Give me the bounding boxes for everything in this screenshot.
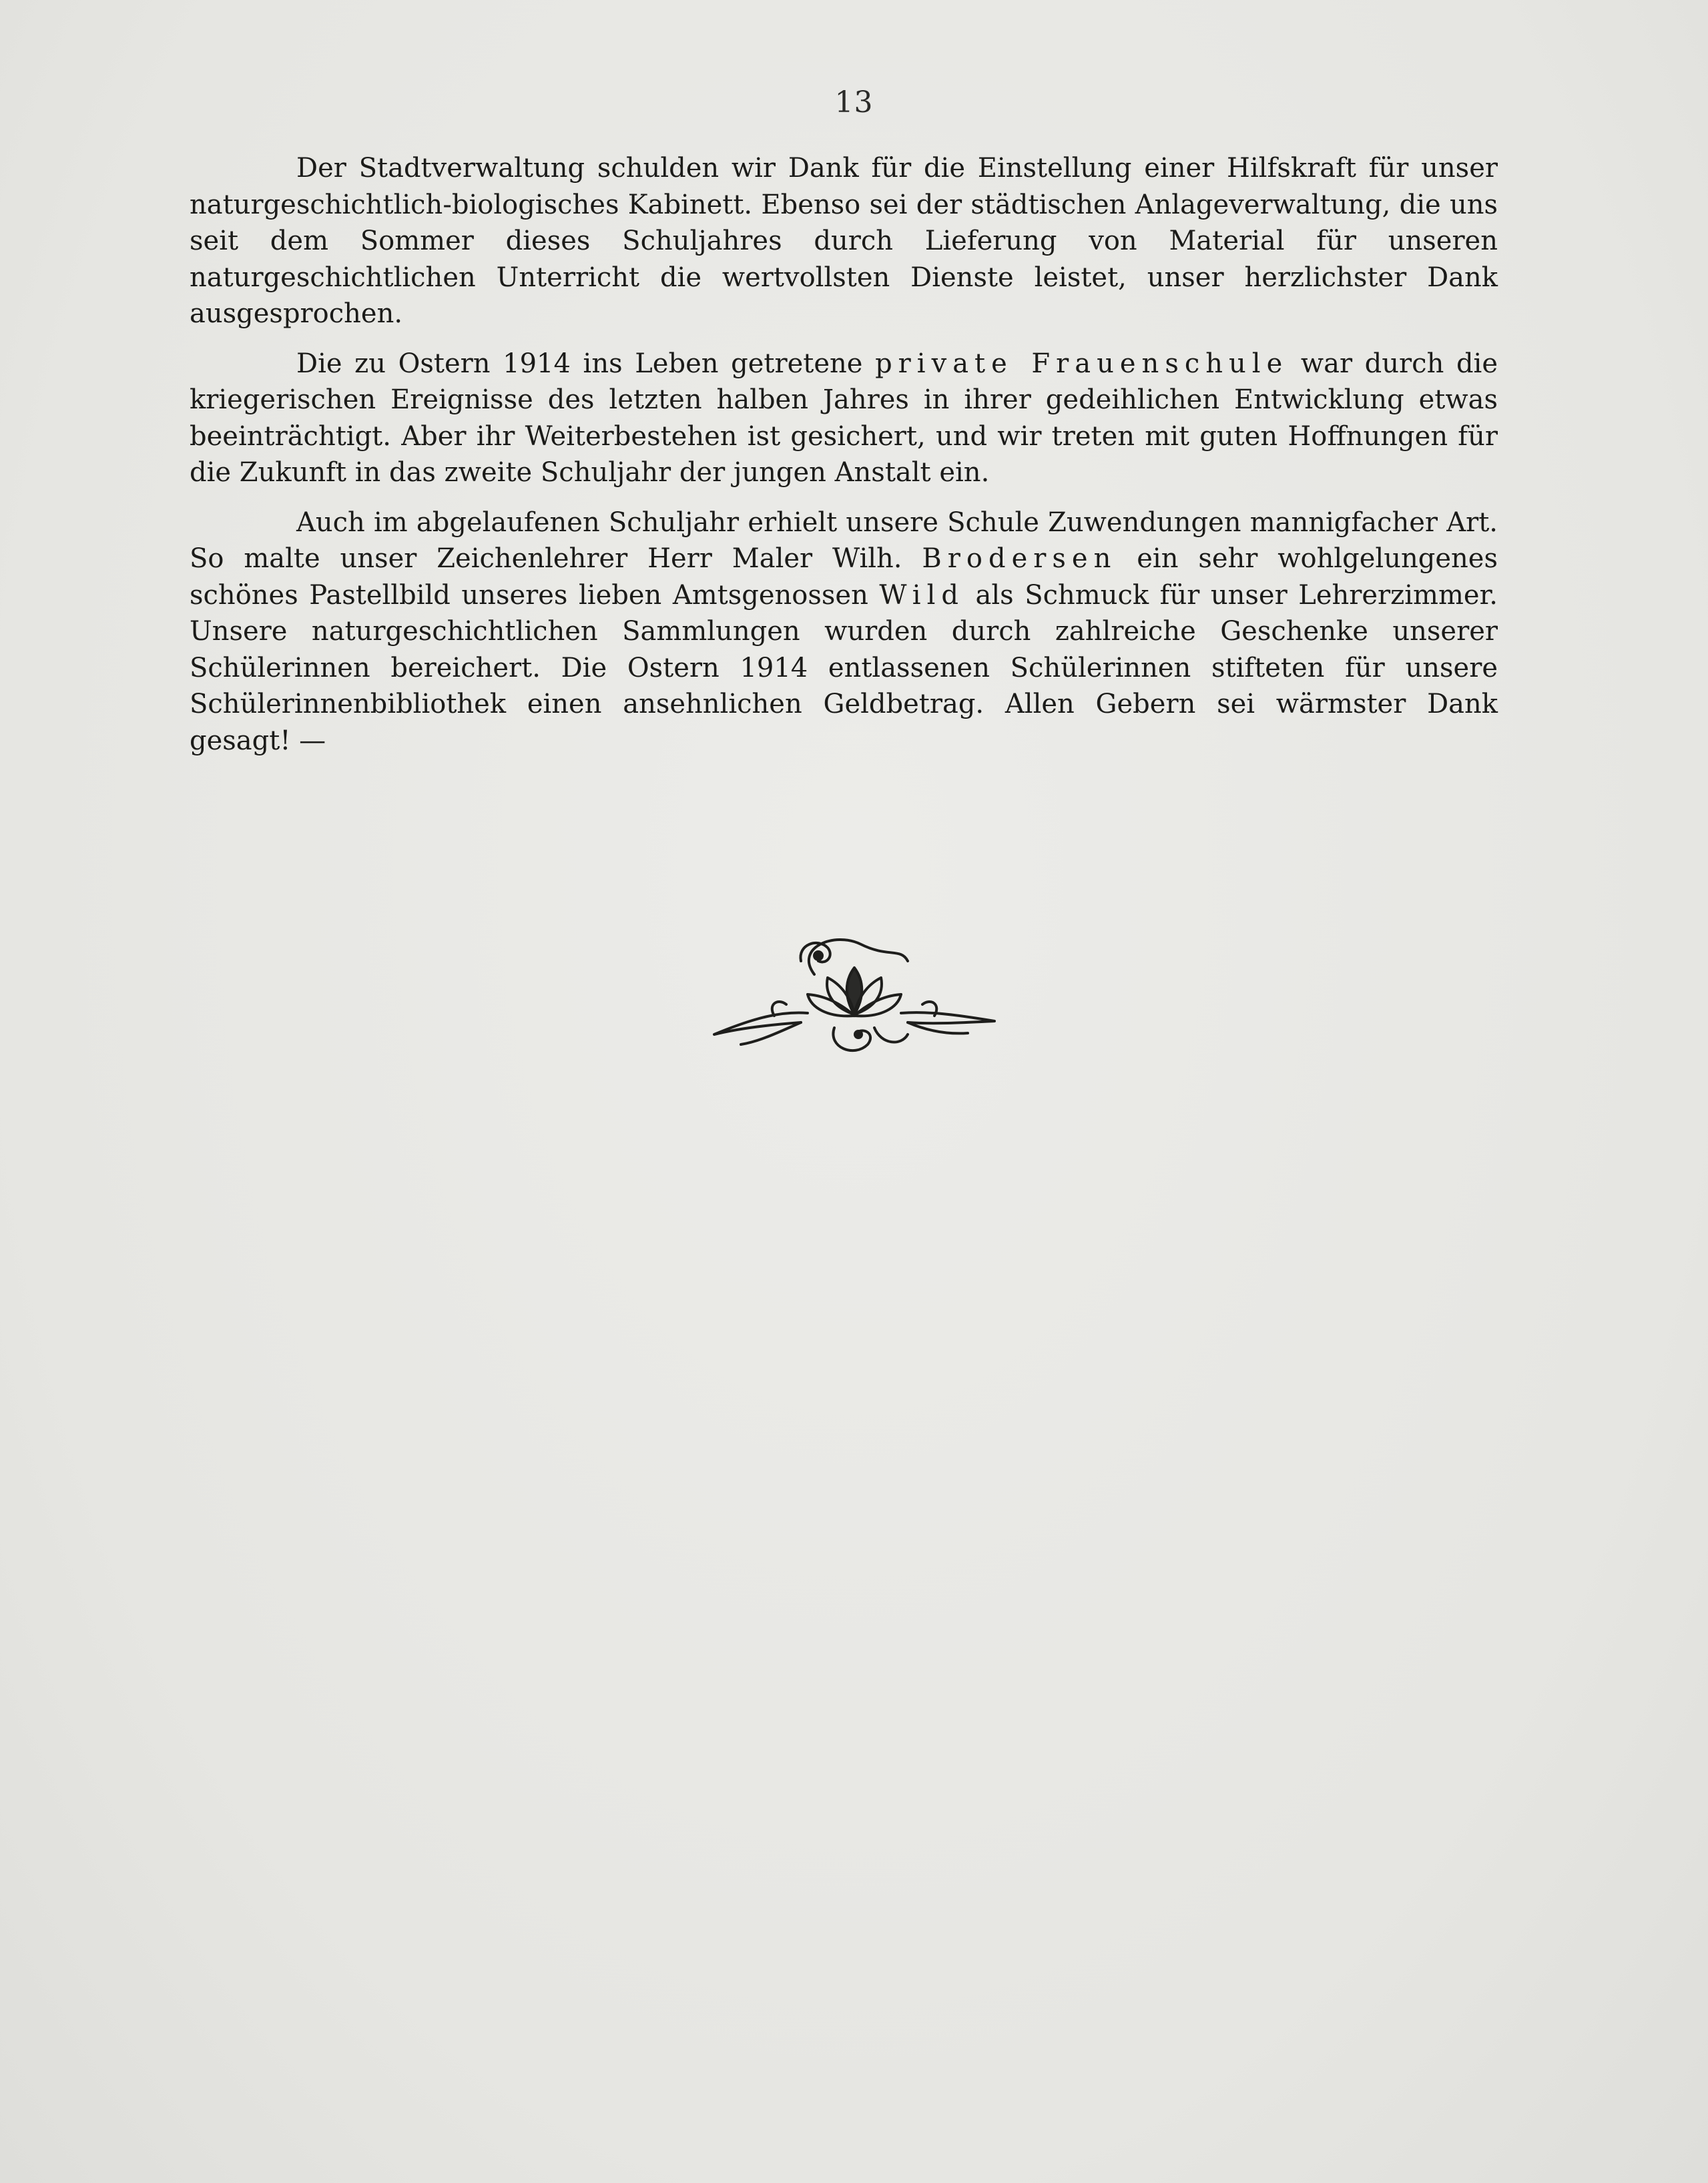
paragraph-text: Auch im abgelaufenen Schuljahr erhielt unsere Schule Zuwendungen mannigfacher Art. So malte unser Zeichenlehrer Herr Maler Wilh. [190, 507, 1498, 574]
paragraph-text: war durch die kriegerischen Ereignisse des letzten halben Jahres in ihrer gedeihlichen Entwicklung etwas beeinträchtigt. Aber ihr Weiterbestehen ist gesichert, und wir treten mit guten Hoffnungen für die Zukunft in das zweite Schuljahr der jungen Anstalt ein. [190, 348, 1498, 488]
person-name-brodersen: Brodersen [922, 543, 1117, 574]
page-number: 13 [834, 85, 874, 119]
paragraph-thanks-administration [190, 150, 1498, 332]
spaced-term: private Frauenschule [875, 348, 1289, 379]
paragraph-text: ein sehr wohlgelungenes schönes Pastellbild unseres lieben Amtsgenossen [190, 543, 1498, 611]
floral-vignette-icon [701, 934, 1008, 1068]
paragraph-text: Der Stadtverwaltung schulden wir Dank für die Einstellung einer Hilfskraft für unser naturgeschichtlich-biologisches Kabinett. Ebenso sei der städtischen Anlageverwaltung, die uns seit dem Sommer dieses Schuljahres durch Lieferung von Material für unseren naturgeschichtlichen Unterricht die wertvollsten Dienste leistet, unser herzlichster Dank ausgesprochen. [190, 153, 1498, 329]
body-text [190, 150, 1498, 772]
paragraph-donations [190, 505, 1498, 759]
person-name-wild: Wild [879, 579, 964, 611]
paragraph-text: als Schmuck für unser Lehrerzimmer. Unsere naturgeschichtlichen Sammlungen wurden durch zahlreiche Geschenke unserer Schülerinnen bereichert. Die Ostern 1914 entlassenen Schülerinnen stifteten für unsere Schülerinnenbibliothek einen ansehnlichen Geldbetrag. Allen Gebern sei wärmster Dank gesagt! — [190, 579, 1498, 756]
paragraph-text: Die zu Ostern 1914 ins Leben getretene [296, 348, 876, 379]
paragraph-frauenschule [190, 346, 1498, 491]
